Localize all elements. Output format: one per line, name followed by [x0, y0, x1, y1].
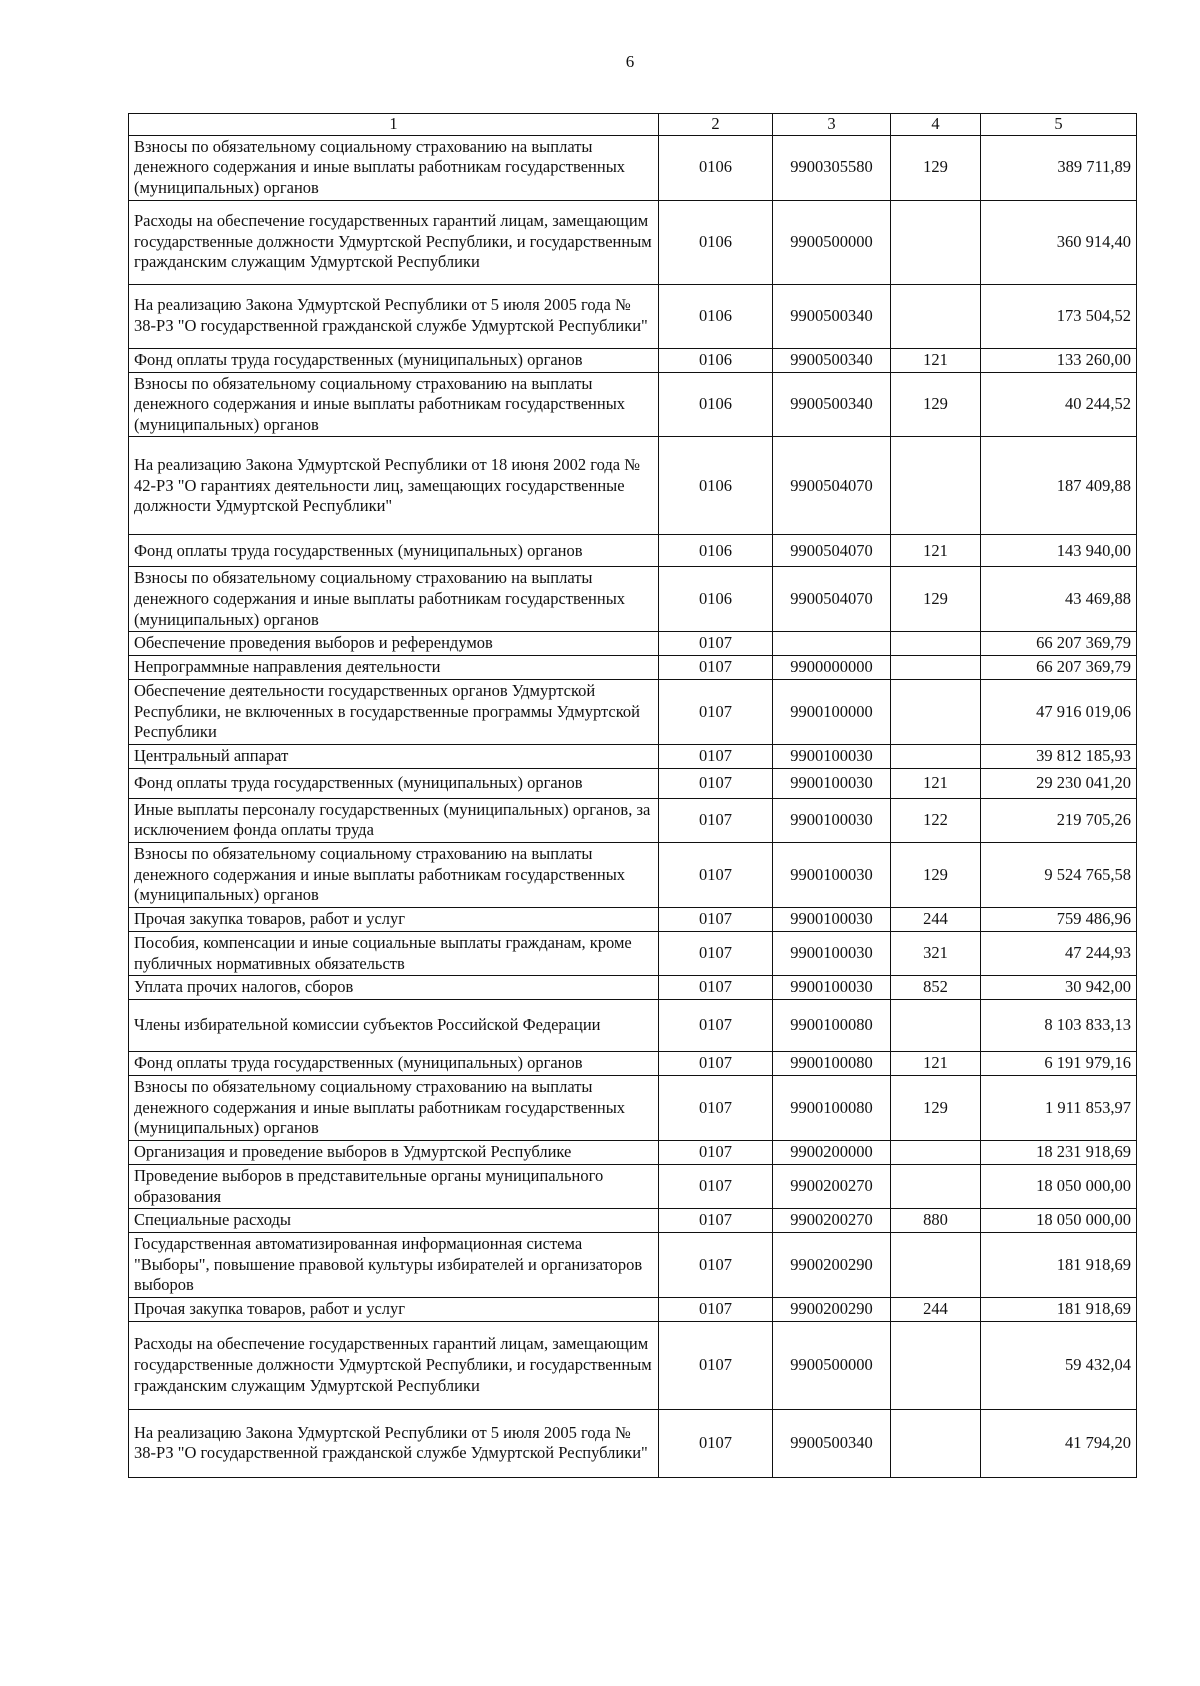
row-section-code: 0106: [659, 567, 773, 632]
row-section-code: 0107: [659, 768, 773, 798]
row-name: На реализацию Закона Удмуртской Республики от 5 июля 2005 года № 38-РЗ "О государственной гражданской службе Удмуртской Республики": [129, 284, 659, 348]
row-section-code: 0107: [659, 931, 773, 975]
row-target-article: [773, 632, 891, 656]
row-target-article: 9900305580: [773, 135, 891, 200]
row-name: Государственная автоматизированная информационная система "Выборы", повышение правовой культуры избирателей и организаторов выборов: [129, 1232, 659, 1297]
header-col-2: 2: [659, 114, 773, 136]
row-target-article: 9900504070: [773, 535, 891, 567]
row-expense-type: [891, 1141, 981, 1165]
row-target-article: 9900500340: [773, 1409, 891, 1477]
row-amount: 143 940,00: [981, 535, 1137, 567]
row-name: Пособия, компенсации и иные социальные выплаты гражданам, кроме публичных нормативных обязательств: [129, 931, 659, 975]
table-row: [129, 679, 1137, 744]
row-expense-type: 129: [891, 135, 981, 200]
row-target-article: 9900100030: [773, 931, 891, 975]
table-row: [129, 655, 1137, 679]
table-row: [129, 200, 1137, 284]
row-expense-type: 244: [891, 907, 981, 931]
row-name: Фонд оплаты труда государственных (муниципальных) органов: [129, 1052, 659, 1076]
row-expense-type: 129: [891, 567, 981, 632]
table-row: [129, 1321, 1137, 1409]
row-target-article: 9900500340: [773, 348, 891, 372]
table-row: [129, 798, 1137, 842]
row-section-code: 0107: [659, 632, 773, 656]
row-name: Фонд оплаты труда государственных (муниципальных) органов: [129, 768, 659, 798]
row-amount: 41 794,20: [981, 1409, 1137, 1477]
row-name: Расходы на обеспечение государственных гарантий лицам, замещающим государственные должности Удмуртской Республики, и государственным гражданским служащим Удмуртской Республики: [129, 1321, 659, 1409]
table-row: [129, 1165, 1137, 1209]
row-expense-type: [891, 1165, 981, 1209]
page-number: 6: [625, 52, 635, 71]
table-row: [129, 976, 1137, 1000]
row-target-article: 9900200270: [773, 1209, 891, 1233]
row-name: Взносы по обязательному социальному страхованию на выплаты денежного содержания и иные выплаты работникам государственных (муниципальных) органов: [129, 372, 659, 437]
row-target-article: 9900500340: [773, 372, 891, 437]
row-target-article: 9900504070: [773, 567, 891, 632]
row-amount: 43 469,88: [981, 567, 1137, 632]
row-target-article: 9900100030: [773, 843, 891, 908]
table-row: [129, 843, 1137, 908]
row-expense-type: [891, 744, 981, 768]
table-row: [129, 1209, 1137, 1233]
row-name: Организация и проведение выборов в Удмуртской Республике: [129, 1141, 659, 1165]
row-section-code: 0107: [659, 679, 773, 744]
row-expense-type: 122: [891, 798, 981, 842]
row-amount: 8 103 833,13: [981, 1000, 1137, 1052]
row-section-code: 0106: [659, 348, 773, 372]
row-amount: 39 812 185,93: [981, 744, 1137, 768]
row-section-code: 0107: [659, 1409, 773, 1477]
row-target-article: 9900100080: [773, 1076, 891, 1141]
row-name: Уплата прочих налогов, сборов: [129, 976, 659, 1000]
row-amount: 181 918,69: [981, 1297, 1137, 1321]
row-section-code: 0107: [659, 843, 773, 908]
row-target-article: 9900000000: [773, 655, 891, 679]
table-row: [129, 135, 1137, 200]
row-amount: 30 942,00: [981, 976, 1137, 1000]
header-col-3: 3: [773, 114, 891, 136]
row-target-article: 9900200290: [773, 1297, 891, 1321]
row-expense-type: [891, 632, 981, 656]
row-section-code: 0106: [659, 535, 773, 567]
row-amount: 133 260,00: [981, 348, 1137, 372]
row-expense-type: 129: [891, 372, 981, 437]
table-row: [129, 1409, 1137, 1477]
row-expense-type: 129: [891, 1076, 981, 1141]
row-name: Взносы по обязательному социальному страхованию на выплаты денежного содержания и иные выплаты работникам государственных (муниципальных) органов: [129, 843, 659, 908]
table-row: [129, 1052, 1137, 1076]
row-expense-type: 880: [891, 1209, 981, 1233]
row-name: Взносы по обязательному социальному страхованию на выплаты денежного содержания и иные выплаты работникам государственных (муниципальных) органов: [129, 1076, 659, 1141]
row-name: Проведение выборов в представительные органы муниципального образования: [129, 1165, 659, 1209]
row-section-code: 0107: [659, 744, 773, 768]
row-amount: 181 918,69: [981, 1232, 1137, 1297]
header-row: [129, 114, 1137, 136]
row-amount: 59 432,04: [981, 1321, 1137, 1409]
row-section-code: 0106: [659, 135, 773, 200]
row-name: Специальные расходы: [129, 1209, 659, 1233]
row-expense-type: 244: [891, 1297, 981, 1321]
row-name: Взносы по обязательному социальному страхованию на выплаты денежного содержания и иные выплаты работникам государственных (муниципальных) органов: [129, 567, 659, 632]
row-expense-type: 121: [891, 535, 981, 567]
row-expense-type: [891, 1409, 981, 1477]
header-col-1: 1: [129, 114, 659, 136]
row-section-code: 0107: [659, 1297, 773, 1321]
row-expense-type: 129: [891, 843, 981, 908]
row-section-code: 0107: [659, 907, 773, 931]
row-target-article: 9900100000: [773, 679, 891, 744]
row-amount: 18 050 000,00: [981, 1209, 1137, 1233]
table-row: [129, 632, 1137, 656]
row-amount: 18 050 000,00: [981, 1165, 1137, 1209]
row-name: Прочая закупка товаров, работ и услуг: [129, 907, 659, 931]
row-target-article: 9900100030: [773, 976, 891, 1000]
row-name: Центральный аппарат: [129, 744, 659, 768]
table-body: [129, 135, 1137, 1477]
row-name: Фонд оплаты труда государственных (муниципальных) органов: [129, 535, 659, 567]
budget-table: [128, 113, 1137, 1478]
row-target-article: 9900100030: [773, 907, 891, 931]
row-amount: 759 486,96: [981, 907, 1137, 931]
row-name: Взносы по обязательному социальному страхованию на выплаты денежного содержания и иные выплаты работникам государственных (муниципальных) органов: [129, 135, 659, 200]
table-row: [129, 567, 1137, 632]
row-section-code: 0107: [659, 1141, 773, 1165]
row-name: Прочая закупка товаров, работ и услуг: [129, 1297, 659, 1321]
row-name: Обеспечение проведения выборов и референдумов: [129, 632, 659, 656]
row-expense-type: [891, 1232, 981, 1297]
row-amount: 173 504,52: [981, 284, 1137, 348]
row-target-article: 9900200290: [773, 1232, 891, 1297]
row-section-code: 0106: [659, 437, 773, 535]
row-section-code: 0107: [659, 655, 773, 679]
row-name: На реализацию Закона Удмуртской Республики от 5 июля 2005 года № 38-РЗ "О государственной гражданской службе Удмуртской Республики": [129, 1409, 659, 1477]
row-amount: 66 207 369,79: [981, 655, 1137, 679]
row-name: Фонд оплаты труда государственных (муниципальных) органов: [129, 348, 659, 372]
row-expense-type: [891, 437, 981, 535]
row-target-article: 9900100080: [773, 1052, 891, 1076]
row-amount: 29 230 041,20: [981, 768, 1137, 798]
row-expense-type: [891, 1321, 981, 1409]
table-row: [129, 1297, 1137, 1321]
row-section-code: 0107: [659, 1232, 773, 1297]
row-amount: 389 711,89: [981, 135, 1137, 200]
row-target-article: 9900100030: [773, 768, 891, 798]
row-expense-type: [891, 284, 981, 348]
row-target-article: 9900500000: [773, 1321, 891, 1409]
row-target-article: 9900100080: [773, 1000, 891, 1052]
row-target-article: 9900500340: [773, 284, 891, 348]
row-expense-type: 121: [891, 348, 981, 372]
row-expense-type: [891, 655, 981, 679]
row-amount: 47 244,93: [981, 931, 1137, 975]
table-row: [129, 907, 1137, 931]
row-target-article: 9900504070: [773, 437, 891, 535]
row-name: На реализацию Закона Удмуртской Республики от 18 июня 2002 года № 42-РЗ "О гарантиях деятельности лиц, замещающих государственные должности Удмуртской Республики": [129, 437, 659, 535]
row-amount: 47 916 019,06: [981, 679, 1137, 744]
table-row: [129, 1141, 1137, 1165]
row-section-code: 0106: [659, 372, 773, 437]
row-target-article: 9900200000: [773, 1141, 891, 1165]
row-section-code: 0107: [659, 1076, 773, 1141]
row-section-code: 0107: [659, 1000, 773, 1052]
row-expense-type: 121: [891, 768, 981, 798]
table-row: [129, 744, 1137, 768]
row-amount: 187 409,88: [981, 437, 1137, 535]
table-row: [129, 535, 1137, 567]
table-row: [129, 768, 1137, 798]
row-section-code: 0107: [659, 1321, 773, 1409]
row-amount: 6 191 979,16: [981, 1052, 1137, 1076]
row-amount: 360 914,40: [981, 200, 1137, 284]
row-amount: 18 231 918,69: [981, 1141, 1137, 1165]
row-name: Иные выплаты персоналу государственных (муниципальных) органов, за исключением фонда оплаты труда: [129, 798, 659, 842]
table-row: [129, 1232, 1137, 1297]
row-section-code: 0106: [659, 200, 773, 284]
row-target-article: 9900100030: [773, 798, 891, 842]
row-section-code: 0106: [659, 284, 773, 348]
row-target-article: 9900200270: [773, 1165, 891, 1209]
row-expense-type: [891, 1000, 981, 1052]
row-amount: 219 705,26: [981, 798, 1137, 842]
row-name: Непрограммные направления деятельности: [129, 655, 659, 679]
row-section-code: 0107: [659, 1165, 773, 1209]
row-target-article: 9900500000: [773, 200, 891, 284]
row-section-code: 0107: [659, 798, 773, 842]
table-row: [129, 1076, 1137, 1141]
row-amount: 9 524 765,58: [981, 843, 1137, 908]
row-section-code: 0107: [659, 1209, 773, 1233]
row-section-code: 0107: [659, 976, 773, 1000]
row-expense-type: 852: [891, 976, 981, 1000]
row-target-article: 9900100030: [773, 744, 891, 768]
row-name: Обеспечение деятельности государственных органов Удмуртской Республики, не включенных в государственные программы Удмуртской Республики: [129, 679, 659, 744]
row-amount: 1 911 853,97: [981, 1076, 1137, 1141]
row-expense-type: [891, 679, 981, 744]
header-col-5: 5: [981, 114, 1137, 136]
row-name: Расходы на обеспечение государственных гарантий лицам, замещающим государственные должности Удмуртской Республики, и государственным гражданским служащим Удмуртской Республики: [129, 200, 659, 284]
table-row: [129, 284, 1137, 348]
table-row: [129, 437, 1137, 535]
header-col-4: 4: [891, 114, 981, 136]
row-amount: 66 207 369,79: [981, 632, 1137, 656]
table-row: [129, 931, 1137, 975]
table-row: [129, 372, 1137, 437]
row-amount: 40 244,52: [981, 372, 1137, 437]
row-expense-type: 321: [891, 931, 981, 975]
row-expense-type: [891, 200, 981, 284]
row-name: Члены избирательной комиссии субъектов Российской Федерации: [129, 1000, 659, 1052]
table-row: [129, 1000, 1137, 1052]
table-row: [129, 348, 1137, 372]
row-section-code: 0107: [659, 1052, 773, 1076]
row-expense-type: 121: [891, 1052, 981, 1076]
